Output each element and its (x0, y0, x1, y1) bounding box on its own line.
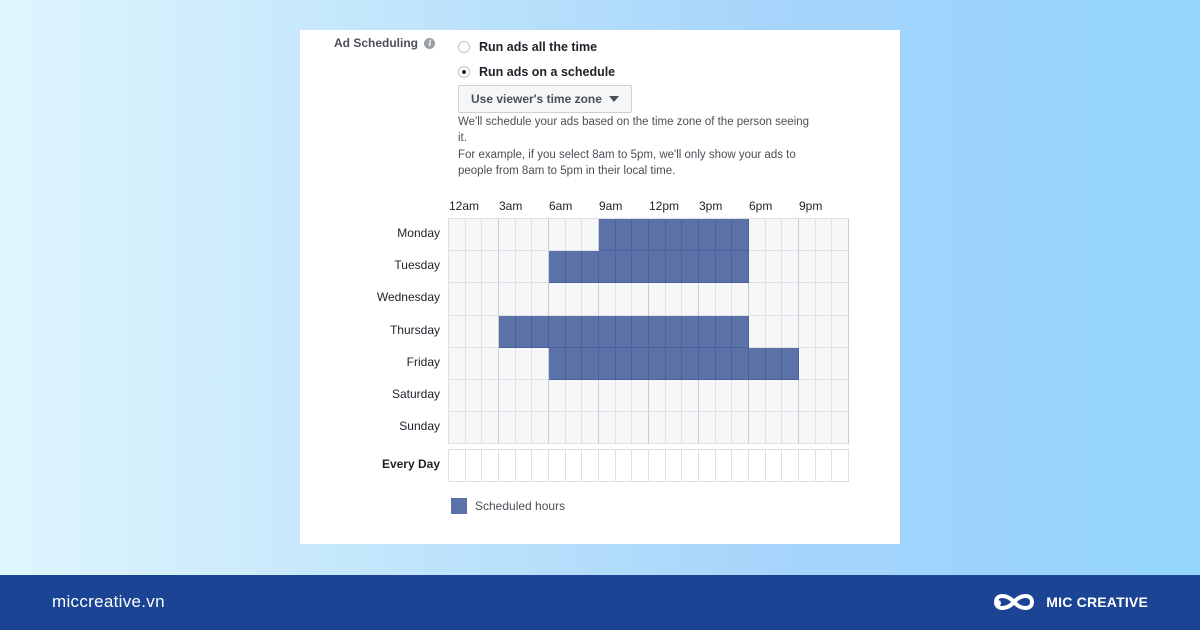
radio-run-all-time[interactable] (458, 40, 597, 54)
schedule-cell[interactable] (649, 219, 666, 251)
schedule-cell[interactable] (782, 380, 799, 412)
legend-swatch (451, 498, 467, 514)
schedule-cell[interactable] (782, 348, 799, 380)
every-day-cell[interactable] (616, 450, 633, 481)
schedule-cell[interactable] (732, 219, 749, 251)
schedule-cell[interactable] (482, 316, 499, 348)
schedule-cell[interactable] (799, 412, 816, 444)
every-day-cell[interactable] (632, 450, 649, 481)
schedule-cell[interactable] (799, 380, 816, 412)
schedule-cell[interactable] (566, 251, 583, 283)
schedule-cell[interactable] (666, 380, 683, 412)
schedule-cell[interactable] (832, 380, 849, 412)
schedule-cell[interactable] (466, 251, 483, 283)
schedule-cell[interactable] (566, 348, 583, 380)
schedule-cell[interactable] (816, 219, 833, 251)
every-day-cell[interactable] (499, 450, 516, 481)
schedule-cell[interactable] (466, 219, 483, 251)
schedule-cell[interactable] (549, 380, 566, 412)
schedule-cell[interactable] (549, 283, 566, 315)
ad-scheduling-panel (300, 30, 900, 544)
schedule-cell[interactable] (716, 316, 733, 348)
schedule-cell[interactable] (832, 283, 849, 315)
schedule-cell[interactable] (649, 348, 666, 380)
time-label: 3am (499, 199, 523, 213)
every-day-label: Every Day (381, 457, 440, 471)
schedule-cell[interactable] (549, 251, 566, 283)
every-day-cell[interactable] (599, 450, 616, 481)
schedule-cell[interactable] (832, 219, 849, 251)
every-day-cell[interactable] (832, 450, 849, 481)
schedule-cell[interactable] (816, 283, 833, 315)
schedule-cell[interactable] (816, 412, 833, 444)
schedule-cell[interactable] (482, 251, 499, 283)
schedule-cell[interactable] (649, 412, 666, 444)
schedule-cell[interactable] (632, 348, 649, 380)
schedule-cell[interactable] (699, 412, 716, 444)
schedule-cell[interactable] (799, 219, 816, 251)
every-day-cell[interactable] (482, 450, 499, 481)
schedule-cell[interactable] (482, 219, 499, 251)
schedule-cell[interactable] (716, 380, 733, 412)
schedule-cell[interactable] (516, 380, 533, 412)
schedule-cell[interactable] (499, 348, 516, 380)
schedule-cell[interactable] (582, 380, 599, 412)
day-label: Sunday (399, 419, 440, 434)
schedule-cell[interactable] (632, 251, 649, 283)
day-label: Wednesday (376, 290, 440, 305)
schedule-cell[interactable] (616, 251, 633, 283)
schedule-cell[interactable] (532, 348, 549, 380)
legend (451, 498, 565, 514)
schedule-cell[interactable] (599, 251, 616, 283)
timezone-dropdown-label: Use viewer's time zone (471, 92, 602, 106)
every-day-row[interactable] (448, 449, 849, 482)
schedule-cell[interactable] (799, 316, 816, 348)
schedule-cell[interactable] (549, 348, 566, 380)
schedule-cell[interactable] (599, 412, 616, 444)
schedule-cell[interactable] (532, 283, 549, 315)
schedule-cell[interactable] (816, 348, 833, 380)
schedule-cell[interactable] (816, 251, 833, 283)
legend-label: Scheduled hours (475, 499, 566, 513)
schedule-cell[interactable] (766, 348, 783, 380)
schedule-cell[interactable] (666, 316, 683, 348)
schedule-cell[interactable] (732, 251, 749, 283)
schedule-cell[interactable] (749, 412, 766, 444)
schedule-cell[interactable] (766, 219, 783, 251)
schedule-cell[interactable] (566, 316, 583, 348)
schedule-cell[interactable] (482, 348, 499, 380)
every-day-cell[interactable] (799, 450, 816, 481)
schedule-cell[interactable] (716, 412, 733, 444)
schedule-cell[interactable] (666, 412, 683, 444)
every-day-cell[interactable] (716, 450, 733, 481)
schedule-cell[interactable] (482, 380, 499, 412)
schedule-cell[interactable] (799, 283, 816, 315)
day-label: Saturday (391, 387, 440, 401)
schedule-cell[interactable] (632, 219, 649, 251)
schedule-cell[interactable] (566, 283, 583, 315)
schedule-cell[interactable] (682, 251, 699, 283)
schedule-cell[interactable] (666, 283, 683, 315)
day-label: Thursday (389, 322, 440, 337)
schedule-cell[interactable] (649, 251, 666, 283)
schedule-cell[interactable] (766, 251, 783, 283)
schedule-cell[interactable] (749, 283, 766, 315)
schedule-cell[interactable] (616, 283, 633, 315)
schedule-grid[interactable] (448, 218, 849, 444)
caret-down-icon (609, 96, 619, 102)
every-day-cell[interactable] (732, 450, 749, 481)
schedule-cell[interactable] (682, 219, 699, 251)
every-day-cell[interactable] (782, 450, 799, 481)
every-day-cell[interactable] (466, 450, 483, 481)
schedule-cell[interactable] (449, 348, 466, 380)
schedule-cell[interactable] (582, 316, 599, 348)
schedule-cell[interactable] (666, 348, 683, 380)
ad-scheduling-label (334, 36, 435, 50)
radio-button-unchecked[interactable] (458, 41, 470, 53)
schedule-cell[interactable] (766, 316, 783, 348)
schedule-cell[interactable] (666, 219, 683, 251)
schedule-cell[interactable] (716, 251, 733, 283)
every-day-cell[interactable] (566, 450, 583, 481)
description-line-1: We'll schedule your ads based on the time zone of the person seeing (458, 116, 810, 128)
schedule-cell[interactable] (532, 219, 549, 251)
schedule-cell[interactable] (632, 380, 649, 412)
schedule-cell[interactable] (649, 316, 666, 348)
schedule-cell[interactable] (599, 316, 616, 348)
schedule-cell[interactable] (566, 412, 583, 444)
schedule-cell[interactable] (682, 380, 699, 412)
schedule-cell[interactable] (532, 380, 549, 412)
every-day-cell[interactable] (766, 450, 783, 481)
schedule-cell[interactable] (732, 348, 749, 380)
schedule-cell[interactable] (832, 251, 849, 283)
time-label: 6pm (749, 199, 773, 213)
schedule-cell[interactable] (449, 316, 466, 348)
infinity-logo-icon (990, 587, 1038, 617)
every-day-cell[interactable] (549, 450, 566, 481)
schedule-cell[interactable] (582, 412, 599, 444)
schedule-cell[interactable] (766, 380, 783, 412)
schedule-cell[interactable] (616, 316, 633, 348)
schedule-cell[interactable] (682, 412, 699, 444)
schedule-cell[interactable] (466, 316, 483, 348)
schedule-cell[interactable] (699, 251, 716, 283)
schedule-cell[interactable] (516, 283, 533, 315)
schedule-cell[interactable] (516, 316, 533, 348)
description-line-2: it. (458, 132, 467, 144)
schedule-cell[interactable] (699, 316, 716, 348)
schedule-cell[interactable] (782, 251, 799, 283)
footer-bar (0, 575, 1200, 630)
time-label: 6am (549, 199, 573, 213)
schedule-cell[interactable] (716, 283, 733, 315)
time-label: 12pm (649, 199, 680, 213)
schedule-cell[interactable] (632, 283, 649, 315)
schedule-cell[interactable] (732, 316, 749, 348)
schedule-cell[interactable] (466, 380, 483, 412)
schedule-cell[interactable] (532, 316, 549, 348)
time-label: 9am (599, 199, 623, 213)
every-day-cell[interactable] (516, 450, 533, 481)
schedule-cell[interactable] (749, 380, 766, 412)
schedule-cell[interactable] (832, 412, 849, 444)
every-day-cell[interactable] (699, 450, 716, 481)
every-day-cell[interactable] (649, 450, 666, 481)
every-day-cell[interactable] (682, 450, 699, 481)
brand-logo (990, 587, 1148, 617)
schedule-cell[interactable] (782, 219, 799, 251)
schedule-cell[interactable] (616, 219, 633, 251)
schedule-cell[interactable] (516, 219, 533, 251)
schedule-cell[interactable] (499, 251, 516, 283)
radio-label-all-time: Run ads all the time (479, 40, 598, 54)
timezone-dropdown[interactable] (458, 85, 632, 113)
every-day-cell[interactable] (749, 450, 766, 481)
schedule-cell[interactable] (649, 380, 666, 412)
schedule-cell[interactable] (599, 348, 616, 380)
schedule-cell[interactable] (466, 348, 483, 380)
schedule-cell[interactable] (616, 348, 633, 380)
radio-run-on-schedule[interactable] (458, 65, 615, 79)
schedule-cell[interactable] (632, 412, 649, 444)
schedule-cell[interactable] (732, 380, 749, 412)
schedule-cell[interactable] (699, 283, 716, 315)
info-icon[interactable]: i (424, 38, 435, 49)
schedule-cell[interactable] (782, 283, 799, 315)
schedule-cell[interactable] (732, 412, 749, 444)
schedule-cell[interactable] (782, 412, 799, 444)
schedule-cell[interactable] (666, 251, 683, 283)
schedule-cell[interactable] (749, 316, 766, 348)
every-day-cell[interactable] (666, 450, 683, 481)
schedule-cell[interactable] (549, 219, 566, 251)
schedule-cell[interactable] (782, 316, 799, 348)
schedule-cell[interactable] (649, 283, 666, 315)
schedule-cell[interactable] (499, 283, 516, 315)
schedule-cell[interactable] (582, 348, 599, 380)
every-day-cell[interactable] (582, 450, 599, 481)
schedule-cell[interactable] (516, 412, 533, 444)
schedule-cell[interactable] (766, 283, 783, 315)
schedule-cell[interactable] (616, 380, 633, 412)
ad-scheduling-title: Ad Scheduling (334, 36, 418, 50)
schedule-cell[interactable] (532, 251, 549, 283)
schedule-cell[interactable] (599, 219, 616, 251)
schedule-cell[interactable] (549, 412, 566, 444)
schedule-cell[interactable] (516, 251, 533, 283)
schedule-cell[interactable] (582, 219, 599, 251)
description-line-4: people from 8am to 5pm in their local time. (458, 165, 676, 177)
schedule-cell[interactable] (749, 219, 766, 251)
schedule-cell[interactable] (449, 251, 466, 283)
schedule-cell[interactable] (732, 283, 749, 315)
schedule-cell[interactable] (816, 316, 833, 348)
schedule-cell[interactable] (799, 251, 816, 283)
every-day-cell[interactable] (532, 450, 549, 481)
schedule-cell[interactable] (699, 219, 716, 251)
schedule-cell[interactable] (832, 316, 849, 348)
schedule-cell[interactable] (599, 283, 616, 315)
schedule-cell[interactable] (499, 380, 516, 412)
schedule-cell[interactable] (682, 348, 699, 380)
radio-button-checked[interactable] (458, 66, 470, 78)
schedule-cell[interactable] (616, 412, 633, 444)
day-label: Monday (397, 226, 440, 240)
day-label: Tuesday (394, 258, 440, 273)
every-day-cell[interactable] (449, 450, 466, 481)
schedule-cell[interactable] (749, 251, 766, 283)
day-label: Friday (406, 354, 440, 369)
brand-name: MIC CREATIVE (1046, 594, 1148, 610)
schedule-cell[interactable] (582, 251, 599, 283)
schedule-cell[interactable] (716, 219, 733, 251)
schedule-cell[interactable] (532, 412, 549, 444)
schedule-cell[interactable] (799, 348, 816, 380)
schedule-cell[interactable] (816, 380, 833, 412)
schedule-cell[interactable] (516, 348, 533, 380)
schedule-cell[interactable] (832, 348, 849, 380)
time-label: 9pm (799, 199, 823, 213)
schedule-cell[interactable] (682, 283, 699, 315)
schedule-cell[interactable] (482, 283, 499, 315)
schedule-cell[interactable] (482, 412, 499, 444)
schedule-cell[interactable] (499, 219, 516, 251)
schedule-cell[interactable] (549, 316, 566, 348)
schedule-cell[interactable] (749, 348, 766, 380)
schedule-cell[interactable] (599, 380, 616, 412)
schedule-cell[interactable] (632, 316, 649, 348)
schedule-cell[interactable] (499, 412, 516, 444)
schedule-cell[interactable] (566, 219, 583, 251)
schedule-cell[interactable] (699, 380, 716, 412)
schedule-cell[interactable] (466, 283, 483, 315)
schedule-cell[interactable] (582, 283, 599, 315)
schedule-cell[interactable] (449, 283, 466, 315)
schedule-cell[interactable] (449, 412, 466, 444)
schedule-cell[interactable] (566, 380, 583, 412)
schedule-cell[interactable] (766, 412, 783, 444)
footer-website[interactable]: miccreative.vn (52, 592, 165, 611)
every-day-cell[interactable] (816, 450, 833, 481)
schedule-cell[interactable] (699, 348, 716, 380)
time-label: 3pm (699, 199, 723, 213)
schedule-cell[interactable] (466, 412, 483, 444)
time-label: 12am (449, 199, 480, 213)
radio-label-schedule: Run ads on a schedule (479, 65, 616, 79)
schedule-cell[interactable] (449, 219, 466, 251)
schedule-cell[interactable] (499, 316, 516, 348)
schedule-cell[interactable] (716, 348, 733, 380)
schedule-cell[interactable] (682, 316, 699, 348)
description-line-3: For example, if you select 8am to 5pm, we'll only show your ads to (458, 149, 796, 161)
schedule-cell[interactable] (449, 380, 466, 412)
